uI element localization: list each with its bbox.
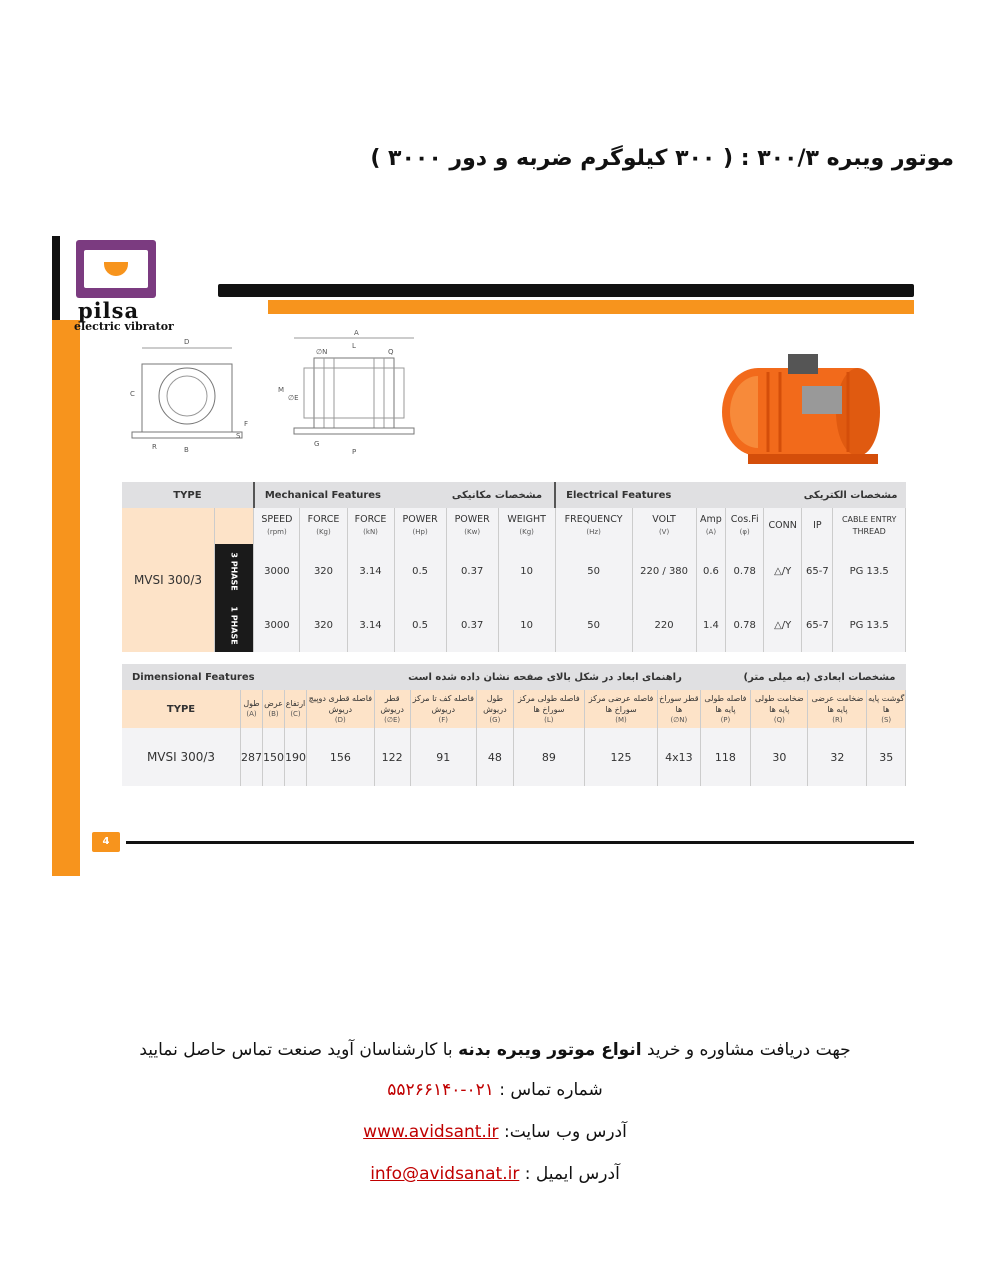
table-cell: 3000	[254, 598, 300, 652]
column-header: ضخامت عرضی پایه ها (R)	[808, 690, 867, 728]
table-cell: 50	[555, 544, 632, 598]
column-header: طول دریوش (G)	[476, 690, 513, 728]
table-cell: 122	[374, 728, 410, 786]
dim-letter: M	[278, 386, 285, 394]
dim-letter: C	[130, 390, 135, 398]
logo-tagline: electric vibrator	[74, 320, 174, 333]
elec-header-fa: مشخصات الکتریکی	[803, 489, 898, 501]
table-cell: 30	[751, 728, 808, 786]
website-label: آدرس وب سایت:	[503, 1122, 627, 1142]
table-cell: 3000	[254, 544, 300, 598]
table-row-1phase	[122, 598, 906, 652]
table-cell: 0.5	[394, 598, 446, 652]
table-cell: 320	[300, 598, 347, 652]
website-link[interactable]: www.avidsant.ir	[363, 1122, 499, 1142]
column-header: طول (A)	[241, 690, 263, 728]
column-header: FORCE (kN)	[347, 508, 394, 544]
table-cell: PG 13.5	[833, 544, 906, 598]
column-header: Cos.Fi (φ)	[726, 508, 764, 544]
footer-line	[126, 841, 914, 844]
column-header: فاصله قطری دوپیچ دریوش (D)	[307, 690, 375, 728]
mech-electrical-table	[122, 482, 906, 652]
table-cell: 32	[808, 728, 867, 786]
elec-header	[555, 482, 905, 508]
side-bar-orange	[52, 320, 80, 876]
table-cell: 118	[700, 728, 751, 786]
table-cell: 0.37	[446, 598, 498, 652]
table-cell: 4x13	[658, 728, 700, 786]
dim-letter: R	[152, 443, 157, 451]
table-cell: 320	[300, 544, 347, 598]
column-header: POWER (Kw)	[446, 508, 498, 544]
side-view-diagram	[274, 328, 434, 458]
table-cell: 1.4	[696, 598, 726, 652]
catalog-page	[52, 236, 918, 876]
dim-title-fa: مشخصات ابعادی (به میلی متر)	[743, 671, 896, 683]
dim-letter: ∅N	[316, 348, 328, 356]
mech-header-fa: مشخصات مکانیکی	[451, 489, 543, 501]
column-header: CONN	[764, 508, 802, 544]
column-header: WEIGHT (Kg)	[498, 508, 555, 544]
contact-text: جهت دریافت مشاوره و خرید	[646, 1040, 851, 1060]
table-cell: 0.5	[394, 544, 446, 598]
phone-number[interactable]: ۰۲۱-۵۵۲۶۶۱۴۰	[387, 1080, 494, 1100]
mech-header-en: Mechanical Features	[264, 489, 382, 501]
table-row	[122, 728, 906, 786]
email-line	[0, 1164, 990, 1184]
table-cell: 125	[584, 728, 657, 786]
column-header: POWER (Hp)	[394, 508, 446, 544]
column-header: ضخامت طولی پایه ها (Q)	[751, 690, 808, 728]
table-cell: 0.6	[696, 544, 726, 598]
header-bar-orange	[268, 300, 914, 314]
column-header: فاصله کف تا مرکز دریوش (F)	[410, 690, 476, 728]
table-cell: 91	[410, 728, 476, 786]
dim-letter: S	[236, 432, 241, 440]
table-cell: 50	[555, 598, 632, 652]
table-cell: 48	[476, 728, 513, 786]
column-header: ارتفاع (C)	[285, 690, 307, 728]
table-cell: 287	[241, 728, 263, 786]
type-header: TYPE	[122, 690, 241, 728]
dim-letter: Q	[388, 348, 394, 356]
page-number: 4	[92, 832, 120, 852]
column-header: IP	[802, 508, 833, 544]
column-header: FORCE (Kg)	[300, 508, 347, 544]
table-cell: 10	[498, 544, 555, 598]
dim-letter: G	[314, 440, 320, 448]
column-header: VOLT (V)	[632, 508, 696, 544]
column-header: فاصله عرضی مرکز سوراخ ها (M)	[584, 690, 657, 728]
table-cell: 35	[867, 728, 906, 786]
model-cell: MVSI 300/3	[122, 508, 215, 652]
table-cell: 220	[632, 598, 696, 652]
contact-text: با کارشناسان آوید صنعت تماس حاصل نمایید	[139, 1040, 453, 1060]
logo-inner	[84, 250, 148, 288]
dim-letter: D	[184, 338, 190, 346]
email-label: آدرس ایمیل :	[524, 1164, 620, 1184]
front-view-diagram	[132, 334, 252, 454]
dim-header	[122, 664, 906, 690]
dim-title-en: Dimensional Features	[132, 671, 255, 683]
table-cell: 150	[263, 728, 285, 786]
column-header: Amp (A)	[696, 508, 726, 544]
dim-letter: L	[352, 342, 356, 350]
table-cell	[215, 508, 254, 544]
table-cell: 0.78	[726, 598, 764, 652]
table-cell: 3.14	[347, 544, 394, 598]
dim-letter: A	[354, 329, 359, 337]
column-header: عرض (B)	[263, 690, 285, 728]
table-cell: 65-7	[802, 598, 833, 652]
logo-name: pilsa	[78, 298, 140, 323]
table-cell: △/Y	[764, 544, 802, 598]
dim-letter: P	[352, 448, 357, 456]
email-link[interactable]: info@avidsanat.ir	[370, 1164, 520, 1184]
website-line	[0, 1122, 990, 1142]
column-header: FREQUENCY (Hz)	[555, 508, 632, 544]
table-cell: PG 13.5	[833, 598, 906, 652]
dim-letter: B	[184, 446, 189, 454]
table-row-3phase	[122, 544, 906, 598]
dim-letter: ∅E	[288, 394, 299, 402]
table-cell: 3.14	[347, 598, 394, 652]
column-header: SPEED (rpm)	[254, 508, 300, 544]
model-cell: MVSI 300/3	[122, 728, 241, 786]
type-header: TYPE	[122, 482, 254, 508]
table-cell: 10	[498, 598, 555, 652]
table-cell: 89	[513, 728, 584, 786]
dim-guide-fa: راهنمای ابعاد در شکل بالای صفحه نشان داده شده است	[408, 671, 682, 683]
column-header: قطر دریوش (∅E)	[374, 690, 410, 728]
dimensional-table	[122, 664, 906, 786]
phase-label: 1 PHASE	[215, 598, 254, 652]
column-header: فاصله طولی پایه ها (P)	[700, 690, 751, 728]
page-title: موتور ویبره ۳۰۰/۳ : ( ۳۰۰ کیلوگرم ضربه و دور ۳۰۰۰ )	[370, 146, 954, 171]
table-cell: 0.37	[446, 544, 498, 598]
dim-letter: F	[244, 420, 249, 428]
table-cell: 0.78	[726, 544, 764, 598]
logo-bowl-icon	[104, 262, 128, 276]
table-cell: 220 / 380	[632, 544, 696, 598]
table-cell: 190	[285, 728, 307, 786]
contact-line	[0, 1040, 990, 1060]
contact-bold: انواع موتور ویبره بدنه	[458, 1040, 642, 1060]
mech-header	[254, 482, 555, 508]
vibrator-motor-image	[718, 346, 886, 478]
column-header: فاصله طولی مرکز سوراخ ها (L)	[513, 690, 584, 728]
phase-label: 3 PHASE	[215, 544, 254, 598]
brand-logo	[76, 240, 156, 298]
table-cell: 65-7	[802, 544, 833, 598]
column-header: CABLE ENTRY THREAD	[833, 508, 906, 544]
table-cell: 156	[307, 728, 375, 786]
column-header: قطر سوراخ ها (∅N)	[658, 690, 700, 728]
table-cell: △/Y	[764, 598, 802, 652]
phone-line	[0, 1080, 990, 1100]
phone-label: شماره تماس :	[499, 1080, 603, 1100]
column-header: گوشت پایه ها (S)	[867, 690, 906, 728]
elec-header-en: Electrical Features	[566, 489, 672, 501]
header-bar-black	[218, 284, 914, 297]
